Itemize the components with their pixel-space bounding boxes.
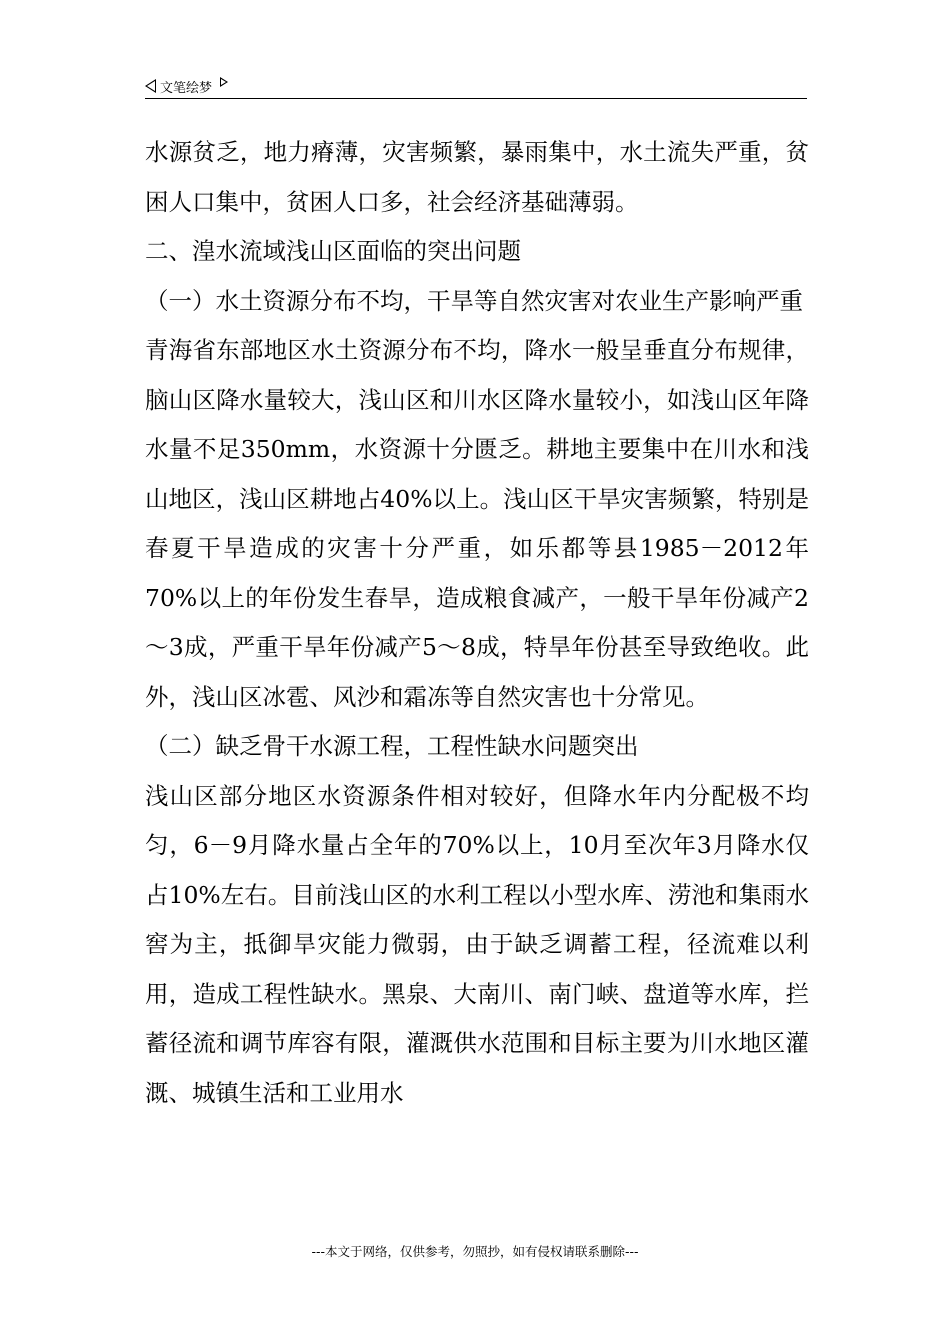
paragraph: 青海省东部地区水土资源分布不均，降水一般呈垂直分布规律，脑山区降水量较大，浅山区和川水区降水量较小，如浅山区年降水量不足350mm，水资源十分匮乏。耕地主要集中在川水和浅山地区，浅山区耕地占40%以上。浅山区干旱灾害频繁，特别是春夏干旱造成的灾害十分严重，如乐都等县1985－2012年70%以上的年份发生春旱，造成粮食减产，一般干旱年份减产2～3成，严重干旱年份减产5～8成，特旱年份甚至导致绝收。此外，浅山区冰雹、风沙和霜冻等自然灾害也十分常见。 — [145, 336, 809, 711]
header-title: 文笔绘梦 — [160, 80, 213, 96]
subsection-heading: （一）水土资源分布不均，干旱等自然灾害对农业生产影响严重 — [145, 286, 803, 315]
triangle-right-icon — [220, 77, 228, 87]
footer-notice: ---本文于网络，仅供参考，勿照抄，如有侵权请联系删除--- — [311, 1244, 639, 1259]
page-header — [145, 74, 807, 99]
subsection-heading: （二）缺乏骨干水源工程，工程性缺水问题突出 — [145, 732, 639, 760]
paragraph: 水源贫乏，地力瘠薄，灾害频繁，暴雨集中，水土流失严重，贫困人口集中，贫困人口多，社会经济基础薄弱。 — [145, 138, 809, 216]
paragraph: 浅山区部分地区水资源条件相对较好，但降水年内分配极不均匀，6－9月降水量占全年的70%以上，10月至次年3月降水仅占10%左右。目前浅山区的水利工程以小型水库、涝池和集雨水窖为主，抵御旱灾能力微弱，由于缺乏调蓄工程，径流难以利用，造成工程性缺水。黑泉、大南川、南门峡、盘道等水库，拦蓄径流和调节库容有限，灌溉供水范围和目标主要为川水地区灌溉、城镇生活和工业用水 — [145, 781, 809, 1107]
triangle-left-icon — [145, 79, 156, 93]
section-heading: 二、湟水流域浅山区面临的突出问题 — [145, 237, 521, 265]
document-body — [145, 128, 809, 1118]
